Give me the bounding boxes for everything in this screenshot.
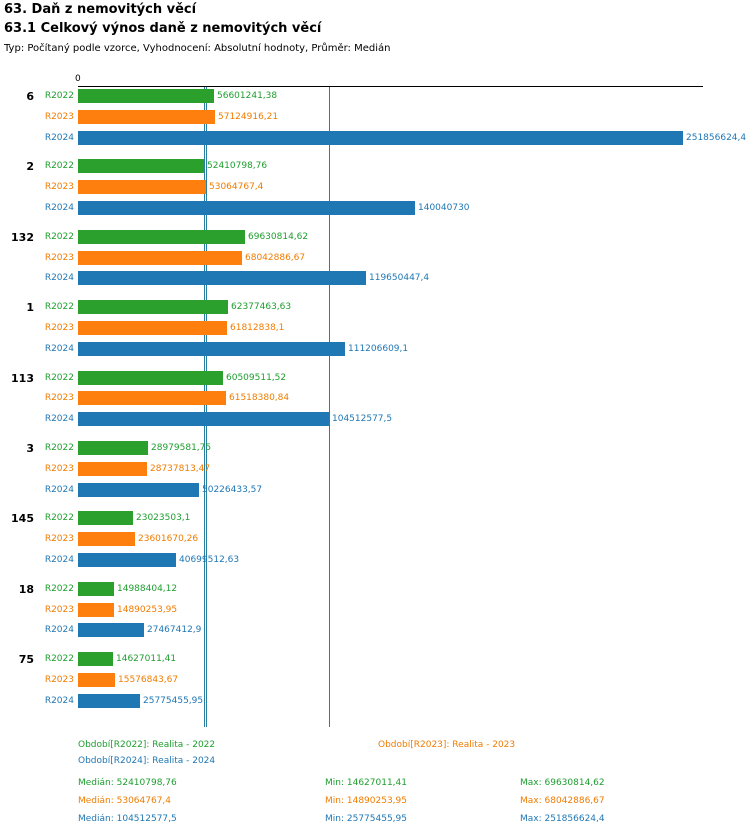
series-tick-label: R2023 [44, 323, 74, 333]
bar-value-label: 62377463,63 [231, 302, 292, 313]
legend-item: Období[R2023]: Realita - 2023 [378, 739, 516, 750]
bar-R2022-132[interactable] [78, 230, 245, 244]
bar-value-label: 56601241,38 [217, 91, 278, 101]
series-tick-label: R2022 [44, 513, 74, 524]
series-tick-label: R2024 [44, 484, 74, 495]
bar-R2024-132[interactable] [78, 271, 366, 285]
bar-R2023-2[interactable] [78, 180, 206, 194]
series-tick-label: R2022 [44, 91, 74, 101]
series-tick-label: R2023 [44, 393, 74, 404]
series-tick-label: R2023 [44, 182, 74, 193]
series-tick-label: R2023 [44, 463, 74, 474]
bar-R2023-132[interactable] [78, 251, 242, 265]
bar-R2023-75[interactable] [78, 673, 115, 687]
series-tick-label: R2024 [44, 203, 74, 213]
series-tick-label: R2024 [44, 273, 74, 284]
bar-value-label: 57124916,21 [218, 111, 279, 122]
bar-R2024-1[interactable] [78, 342, 345, 356]
series-tick-label: R2024 [44, 625, 74, 636]
series-tick-label: R2022 [44, 231, 74, 242]
bar-R2024-2[interactable] [78, 201, 415, 215]
bar-value-label: 28979581,75 [151, 443, 212, 453]
bar-value-label: 52410798,76 [207, 161, 268, 172]
bar-value-label: 68042886,67 [245, 252, 306, 263]
bar-R2022-75[interactable] [78, 652, 113, 666]
legend-stat-median: Medián: 53064767,4 [78, 795, 172, 806]
bar-value-label: 50226433,57 [202, 484, 263, 495]
bar-value-label: 53064767,4 [209, 182, 264, 193]
category-label: 75 [18, 653, 34, 667]
bar-R2024-145[interactable] [78, 553, 176, 567]
series-tick-label: R2022 [44, 654, 74, 665]
bar-R2023-6[interactable] [78, 110, 215, 124]
series-tick-label: R2023 [44, 604, 74, 615]
bar-R2023-1[interactable] [78, 321, 227, 335]
bar-R2022-113[interactable] [78, 371, 223, 385]
series-tick-label: R2024 [44, 695, 74, 706]
bar-R2022-18[interactable] [78, 582, 114, 596]
x-axis-zero-label: 0 [75, 74, 81, 84]
bar-R2024-6[interactable] [78, 131, 683, 145]
legend-item: Období[R2022]: Realita - 2022 [78, 739, 216, 750]
category-label: 145 [11, 512, 34, 526]
bar-value-label: 251856624,4 [686, 132, 747, 143]
median-line-R2024 [329, 87, 330, 727]
bar-value-label: 15576843,67 [118, 675, 179, 685]
legend-stat-median: Medián: 52410798,76 [78, 777, 177, 788]
category-label: 18 [18, 582, 34, 596]
series-tick-label: R2023 [44, 111, 74, 122]
category-label: 2 [26, 160, 34, 174]
legend-stat-max: Max: 68042886,67 [520, 795, 605, 806]
bar-R2023-3[interactable] [78, 462, 147, 476]
chart-plot-area [0, 74, 750, 824]
bar-value-label: 69630814,62 [248, 231, 309, 242]
series-tick-label: R2023 [44, 675, 74, 685]
series-tick-label: R2022 [44, 583, 74, 594]
bar-value-label: 111206609,1 [348, 343, 409, 354]
bar-R2022-6[interactable] [78, 89, 214, 103]
series-tick-label: R2024 [44, 555, 74, 565]
bar-R2024-75[interactable] [78, 694, 140, 708]
bar-R2023-145[interactable] [78, 532, 135, 546]
series-tick-label: R2024 [44, 343, 74, 354]
bar-R2024-3[interactable] [78, 483, 199, 497]
series-tick-label: R2024 [44, 132, 74, 143]
bar-R2022-1[interactable] [78, 300, 228, 314]
legend-stat-min: Min: 14890253,95 [325, 795, 407, 806]
bar-R2024-113[interactable] [78, 412, 329, 426]
chart-title: 63.1 Celkový výnos daně z nemovitých věcí [4, 21, 322, 36]
bar-value-label: 14988404,12 [117, 583, 178, 594]
bar-R2023-18[interactable] [78, 603, 114, 617]
series-tick-label: R2022 [44, 302, 74, 313]
bar-value-label: 23023503,1 [136, 513, 191, 524]
bar-value-label: 40699512,63 [179, 555, 240, 565]
bar-value-label: 60509511,52 [226, 372, 287, 383]
bar-R2022-3[interactable] [78, 441, 148, 455]
series-tick-label: R2022 [44, 372, 74, 383]
bar-value-label: 27467412,9 [147, 625, 202, 636]
x-axis-line [78, 86, 703, 87]
legend-stat-min: Min: 25775455,95 [325, 813, 407, 824]
category-label: 113 [11, 371, 34, 385]
series-tick-label: R2023 [44, 252, 74, 263]
series-tick-label: R2024 [44, 414, 74, 425]
bar-value-label: 14890253,95 [117, 604, 178, 615]
series-tick-label: R2022 [44, 443, 74, 453]
bar-R2022-2[interactable] [78, 159, 204, 173]
legend-item: Období[R2024]: Realita - 2024 [78, 755, 216, 766]
bar-value-label: 119650447,4 [369, 273, 430, 284]
bar-value-label: 23601670,26 [138, 534, 199, 545]
bar-value-label: 25775455,95 [143, 695, 204, 706]
legend-stat-min: Min: 14627011,41 [325, 777, 407, 788]
series-tick-label: R2022 [44, 161, 74, 172]
bar-value-label: 61518380,84 [229, 393, 290, 404]
median-line-R2023 [206, 87, 207, 727]
bar-value-label: 140040730 [418, 203, 470, 213]
category-label: 6 [26, 90, 34, 103]
bar-R2022-145[interactable] [78, 511, 133, 525]
category-label: 1 [26, 301, 34, 315]
legend-stat-median: Medián: 104512577,5 [78, 813, 177, 824]
page-title: 63. Daň z nemovitých věcí [4, 2, 197, 17]
legend-stat-max: Max: 69630814,62 [520, 777, 605, 788]
legend-stat-max: Max: 251856624,4 [520, 813, 605, 824]
bar-R2024-18[interactable] [78, 623, 144, 637]
category-label: 3 [26, 442, 34, 455]
category-label: 132 [11, 230, 34, 244]
bar-value-label: 14627011,41 [116, 654, 177, 665]
chart-subtitle: Typ: Počítaný podle vzorce, Vyhodnocení: Absolutní hodnoty, Průměr: Medián [4, 43, 391, 54]
bar-value-label: 28737813,47 [150, 463, 211, 474]
series-tick-label: R2023 [44, 534, 74, 545]
bar-value-label: 61812838,1 [230, 323, 285, 333]
bar-value-label: 104512577,5 [332, 414, 393, 425]
bar-R2023-113[interactable] [78, 391, 226, 405]
